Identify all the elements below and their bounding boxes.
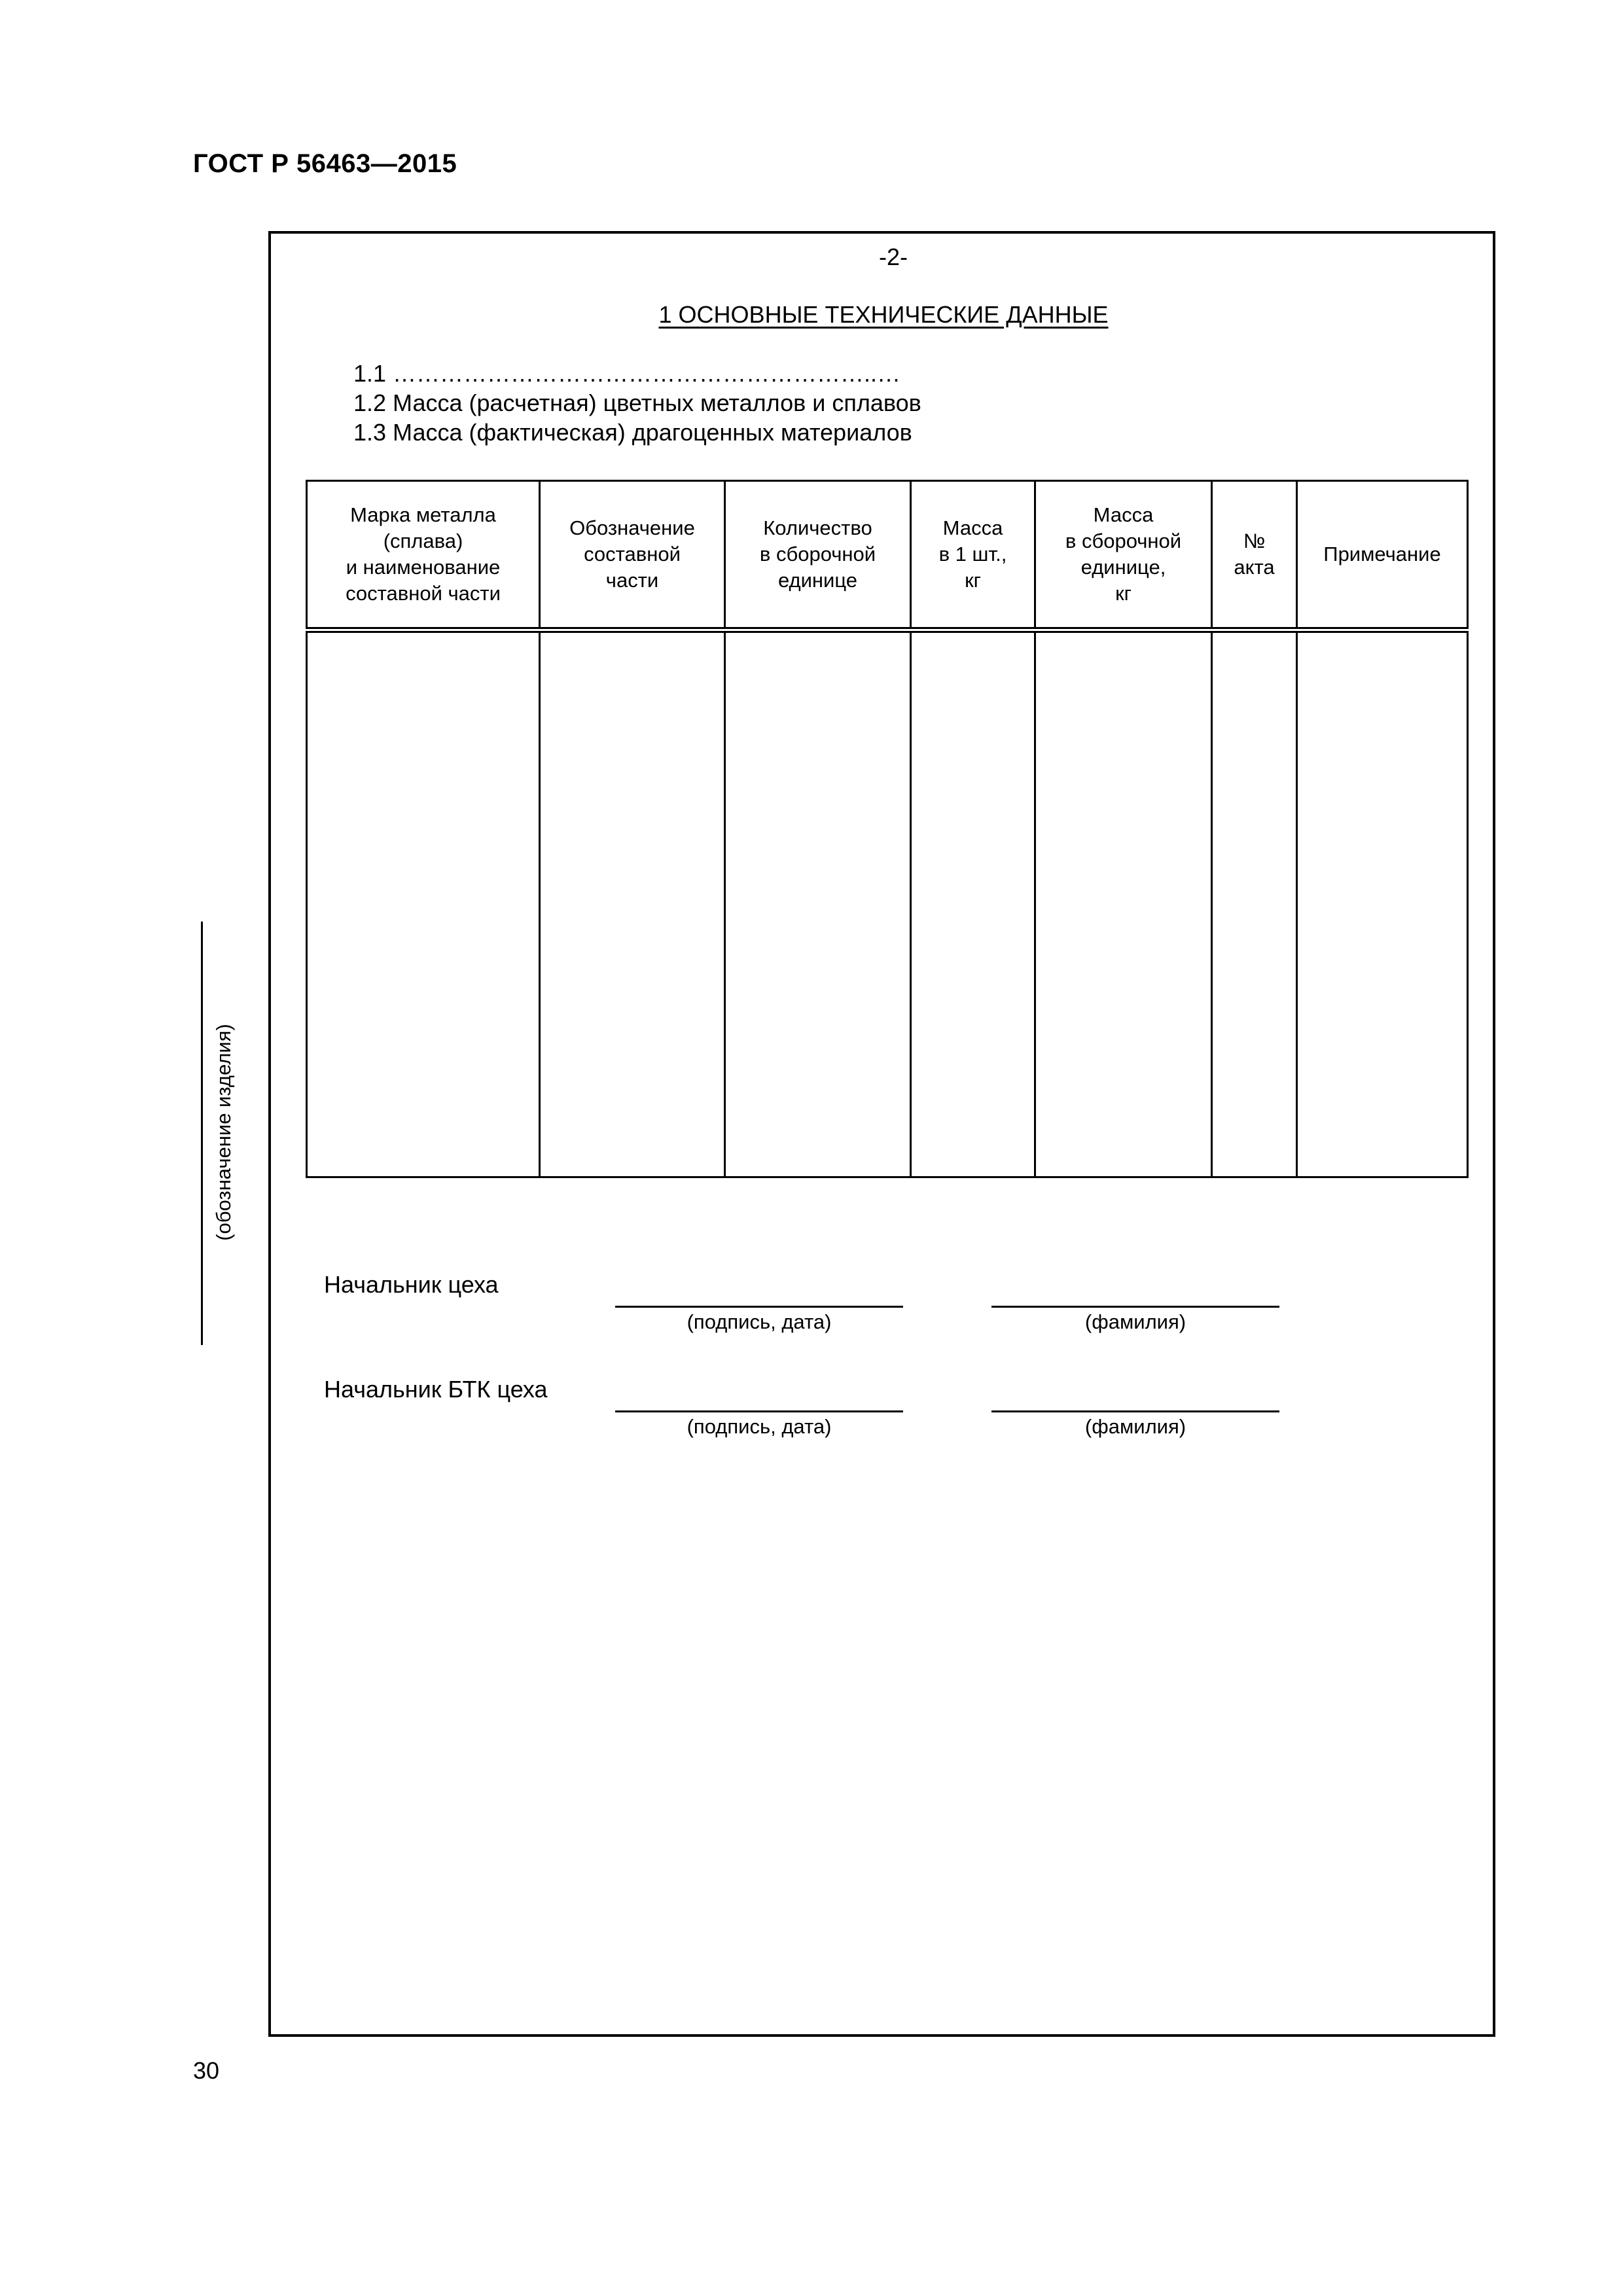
header-text: части <box>605 569 659 592</box>
header-text: (сплава) <box>383 529 463 552</box>
column-header-unit-mass <box>911 481 1035 630</box>
column-header-part-designation <box>540 481 725 630</box>
metal-mass-table <box>306 480 1469 1178</box>
spec-line-1-1: 1.1 ……………………………………………………..… <box>353 360 901 387</box>
page-number: 30 <box>193 2057 220 2084</box>
table-row <box>307 630 1468 1177</box>
table-cell <box>540 630 725 1177</box>
name-caption: (фамилия) <box>1084 1415 1186 1438</box>
table-cell <box>1035 630 1212 1177</box>
header-text: кг <box>1115 582 1132 605</box>
spec-line-1-2: 1.2 Масса (расчетная) цветных металлов и сплавов <box>353 389 921 416</box>
name-caption: (фамилия) <box>1084 1310 1186 1333</box>
table-cell <box>725 630 911 1177</box>
header-text: в сборочной <box>759 543 876 565</box>
header-text: в сборочной <box>1065 529 1182 552</box>
header-text: единице, <box>1080 556 1166 579</box>
column-header-metal-grade <box>307 481 540 630</box>
document-code-header: ГОСТ Р 56463—2015 <box>193 149 457 178</box>
table-cell <box>1297 630 1468 1177</box>
header-text: составной части <box>346 582 501 605</box>
column-header-quantity <box>725 481 911 630</box>
header-text: кг <box>965 569 981 592</box>
table-cell <box>911 630 1035 1177</box>
section-title: 1 ОСНОВНЫЕ ТЕХНИЧЕСКИЕ ДАННЫЕ <box>658 301 1109 328</box>
header-text: и наименование <box>346 556 501 579</box>
header-text: Обозначение <box>569 516 695 539</box>
header-text: № <box>1243 529 1266 552</box>
spec-line-1-3: 1.3 Масса (фактическая) драгоценных материалов <box>353 419 912 446</box>
header-text: единице <box>777 569 858 592</box>
header-text: в 1 шт., <box>938 543 1007 565</box>
header-text: Количество <box>763 516 872 539</box>
header-text: акта <box>1234 556 1275 579</box>
form-page-marker: -2- <box>879 243 908 270</box>
header-text: Масса <box>1093 503 1154 526</box>
header-text: Масса <box>942 516 1003 539</box>
name-line <box>991 1306 1279 1308</box>
header-text: составной <box>584 543 681 565</box>
signature-label-shop-head: Начальник цеха <box>324 1271 499 1298</box>
signature-caption: (подпись, дата) <box>687 1415 832 1438</box>
side-rule-line <box>201 922 203 1345</box>
product-designation-side-note: (обозначение изделия) <box>212 1024 235 1241</box>
name-line <box>991 1410 1279 1412</box>
column-header-act-number <box>1212 481 1297 630</box>
table-cell <box>1212 630 1297 1177</box>
column-header-assembly-mass <box>1035 481 1212 630</box>
signature-label-qc-head: Начальник БТК цеха <box>324 1376 548 1403</box>
header-text: Примечание <box>1323 543 1441 565</box>
header-text: Марка металла <box>350 503 496 526</box>
table-header-row <box>307 481 1468 630</box>
signature-line <box>615 1410 903 1412</box>
column-header-note <box>1297 481 1468 630</box>
table-cell <box>307 630 540 1177</box>
signature-line <box>615 1306 903 1308</box>
signature-caption: (подпись, дата) <box>687 1310 832 1333</box>
